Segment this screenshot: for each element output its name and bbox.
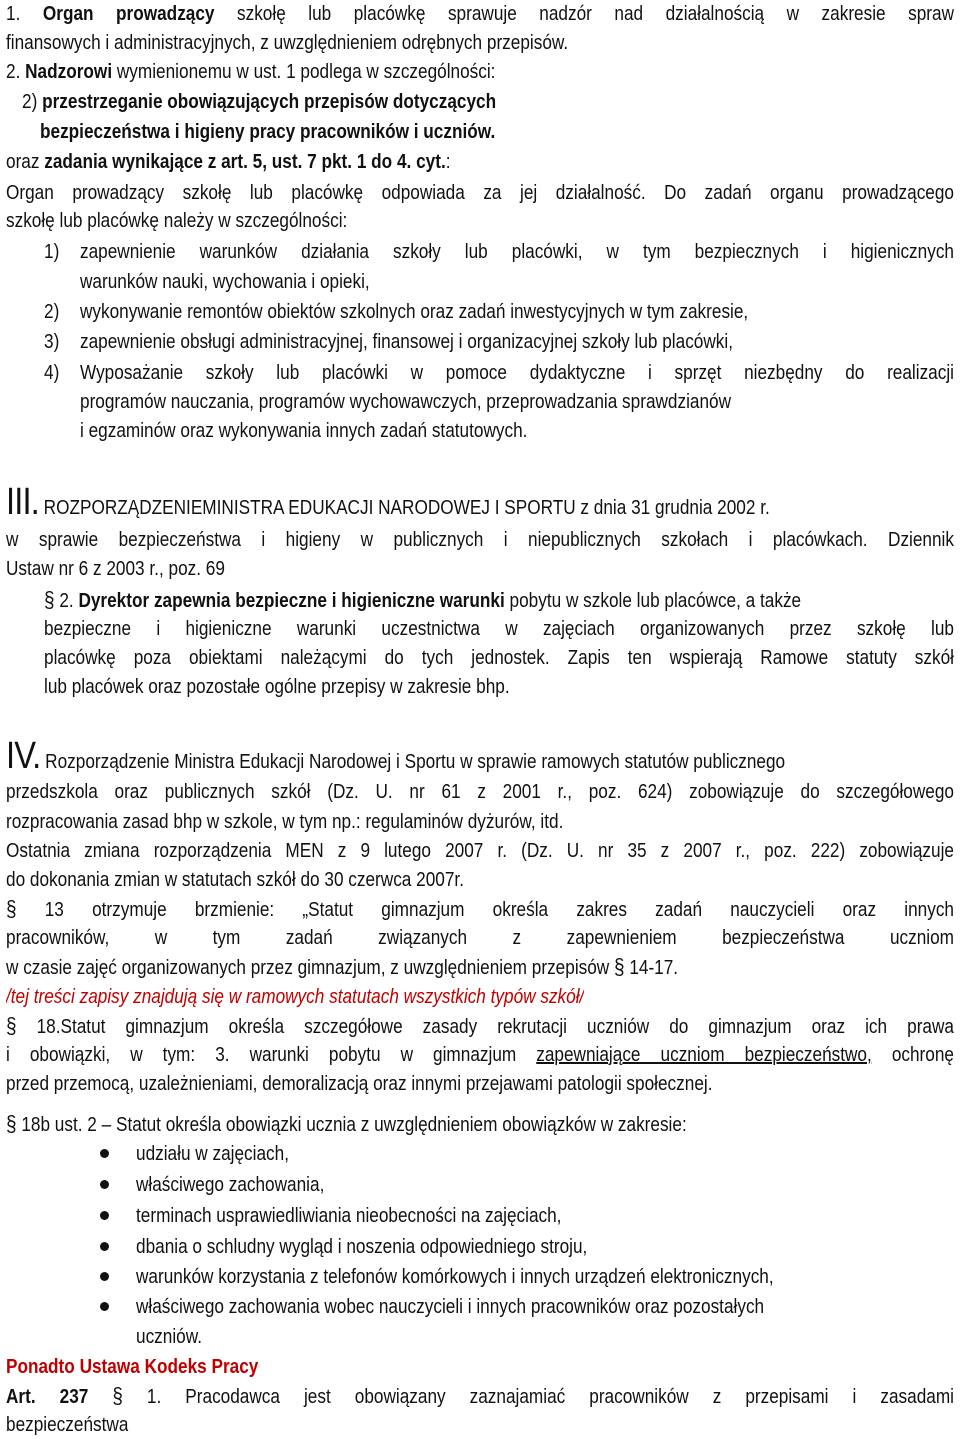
item3-num: 3) [44,331,60,353]
bullet-dot-1 [100,1149,109,1158]
bullet-item-5: warunków korzystania z telefonów komórkowych i innych urządzeń elektronicznych, [136,1266,774,1288]
p1-line1: 1. Organ prowadzący szkołę lub placówkę sprawuje nadzór nad działalnością w zakresie spraw [6,3,954,25]
bullet-item-3: terminach usprawiedliwiania nieobecności na zajęciach, [136,1205,562,1227]
bullet-dot-3 [100,1211,109,1220]
p3-line8: szkołę lub placówkę należy w szczególności: [6,210,348,232]
item4-line2: programów nauczania, programów wychowawczych, przeprowadzania sprawdzianów [80,391,732,413]
bullet-dot-2 [100,1180,109,1189]
sec3-title: III. ROZPORZĄDZENIEMINISTRA EDUKACJI NARODOWEJ I SPORTU z dnia 31 grudnia 2002 r. [6,482,770,523]
p2-line4: 2) przestrzeganie obowiązujących przepisów dotyczących [22,91,497,113]
bullet-dot-6 [100,1302,109,1311]
sec4-line8: w czasie zajęć organizowanych przez gimnazjum, z uwzględnieniem przepisów § 14-17. [6,955,679,979]
item4-line1: Wyposażanie szkoły lub placówki w pomoce dydaktyczne i sprzęt niezbędny do realizacji [80,362,954,384]
bullet-dot-5 [100,1272,109,1281]
red-note: /tej treści zapisy znajdują się w ramowych statutach wszystkich typów szkół/ [6,986,585,1008]
bullet-item-4: dbania o schludny wygląd i noszenia odpowiedniego stroju, [136,1236,588,1258]
sec4-line12: przed przemocą, uzależnieniami, demoralizacją oraz innymi przejawami patologii społecznej. [6,1073,713,1095]
sec4-line5: do dokonania zmian w statutach szkół do 30 czerwca 2007r. [6,869,464,891]
item4-line3: i egzaminów oraz wykonywania innych zadań statutowych. [80,420,528,442]
sec4-line2: przedszkola oraz publicznych szkół (Dz. U. nr 61 z 2001 r., poz. 624) zobowiązuje do szczegółowego [6,781,954,803]
p1-line2: finansowych i administracyjnych, z uwzględnieniem odrębnych przepisów. [6,32,569,54]
p3-line7: Organ prowadzący szkołę lub placówkę odpowiada za jej działalność. Do zadań organu prowadzącego [6,182,954,204]
last-line: bezpieczeństwa [6,1414,129,1436]
sec3-line7: lub placówek oraz pozostałe ogólne przepisy w zakresie bhp. [44,676,510,698]
p2-line3: 2. Nadzorowi wymienionemu w ust. 1 podlega w szczególności: [6,61,496,83]
sec4-line7: pracowników, w tym zadań związanych z zapewnieniem bezpieczeństwa uczniom [6,927,954,949]
bullet-item-2: właściwego zachowania, [136,1174,325,1196]
sec4-line6: § 13 otrzymuje brzmienie: „Statut gimnazjum określa zakres zadań nauczycieli oraz innych [6,897,954,921]
p2-line6: oraz zadania wynikające z art. 5, ust. 7 pkt. 1 do 4. cyt.: [6,151,451,173]
sec3-par2: § 2. Dyrektor zapewnia bezpieczne i higieniczne warunki pobytu w szkole lub placówce, a także [44,588,802,612]
sec4-line10: § 18.Statut gimnazjum określa szczegółowe zasady rekrutacji uczniów do gimnazjum oraz ich prawa [6,1014,954,1038]
sec3-line5: bezpieczne i higieniczne warunki uczestnictwa w zajęciach organizowanych przez szkołę lub [44,618,954,640]
art-237-line: Art. 237 § 1. Pracodawca jest obowiązany zaznajamiać pracowników z przepisami i zasadami [6,1384,954,1408]
bullet-item-1: udziału w zajęciach, [136,1143,289,1165]
sec4-line4: Ostatnia zmiana rozporządzenia MEN z 9 lutego 2007 r. (Dz. U. nr 35 z 2007 r., poz. 222) zobowiązuje [6,840,954,862]
item1-line1: zapewnienie warunków działania szkoły lub placówki, w tym bezpiecznych i higienicznych [80,241,954,263]
p2-line5: bezpieczeństwa i higieny pracy pracowników i uczniów. [40,121,496,143]
item1-line2: warunków nauki, wychowania i opieki, [80,271,370,293]
item3-line: zapewnienie obsługi administracyjnej, finansowej i organizacyjnej szkoły lub placówki, [80,331,733,353]
sec4-line3: rozpracowania zasad bhp w szkole, w tym np.: regulaminów dyżurów, itd. [6,811,564,833]
sec5-line1: § 18b ust. 2 – Statut określa obowiązki ucznia z uwzględnieniem obowiązków w zakresie: [6,1112,687,1136]
red-heading: Ponadto Ustawa Kodeks Pracy [6,1356,259,1378]
sec3-line2: w sprawie bezpieczeństwa i higieny w publicznych i niepublicznych szkołach i placówkach. Dziennik [6,529,954,551]
bullet-item-6: właściwego zachowania wobec nauczycieli i innych pracowników oraz pozostałych [136,1296,765,1318]
item2-line: wykonywanie remontów obiektów szkolnych oraz zadań inwestycyjnych w tym zakresie, [80,301,749,323]
sec4-line11: i obowiązki, w tym: 3. warunki pobytu w gimnazjum zapewniające uczniom bezpieczeństwo, ochronę [6,1044,954,1066]
item4-num: 4) [44,362,60,384]
item1-num: 1) [44,241,60,263]
bullet-item-6-cont: uczniów. [136,1326,202,1348]
bullet-dot-4 [100,1242,109,1251]
sec3-line3: Ustaw nr 6 z 2003 r., poz. 69 [6,558,225,580]
sec3-line6: placówkę poza obiektami należącymi do tych jednostek. Zapis ten wspierają Ramowe statuty szkół [44,647,954,669]
item2-num: 2) [44,301,60,323]
sec4-title: IV. Rozporządzenie Ministra Edukacji Narodowej i Sportu w sprawie ramowych statutów publicznego [6,736,786,777]
